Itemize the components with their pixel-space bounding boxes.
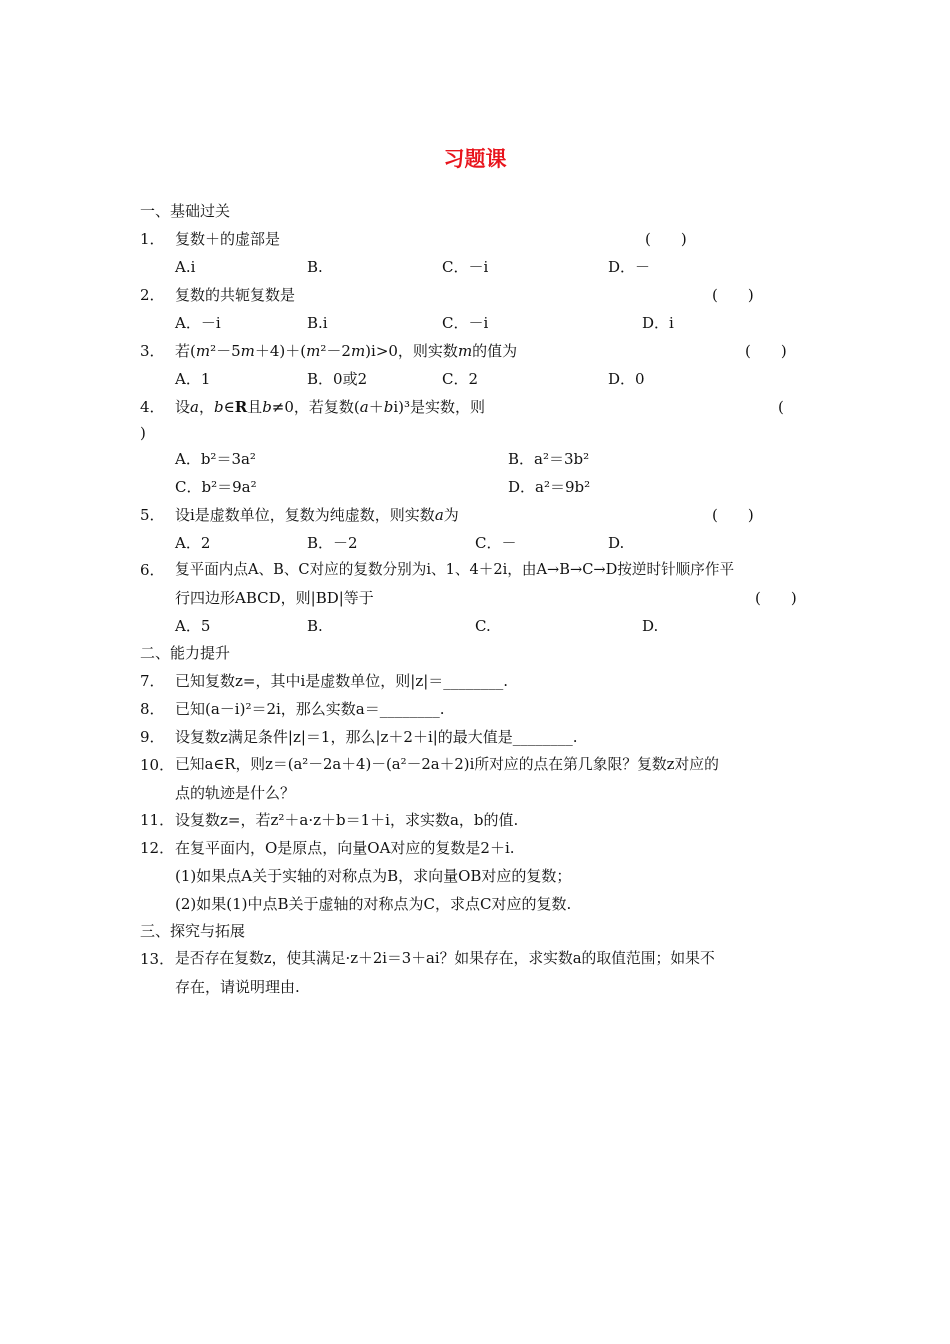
option-c: C．－	[475, 534, 517, 552]
answer-paren: ( )	[712, 506, 754, 524]
question-number: 1．	[140, 230, 165, 248]
option-b: B．a²＝3b²	[508, 450, 590, 468]
question-text: 复数的共轭复数是	[175, 286, 296, 304]
option-c: C．2	[442, 370, 479, 388]
answer-paren-open: (	[778, 398, 784, 416]
option-b: B.	[307, 617, 323, 635]
answer-paren: ( )	[645, 230, 687, 248]
question-number: 13．	[140, 950, 175, 968]
sub-question-1: (1)如果点A关于实轴的对称点为B，求向量OB对应的复数；	[175, 867, 572, 885]
option-c: C．b²＝9a²	[175, 478, 257, 496]
section-heading-basic: 一、基础过关	[140, 202, 231, 220]
question-text: 复平面内点A、B、C对应的复数分别为i、1、4＋2i，由A→B→C→D按逆时针顺序作平	[175, 561, 735, 578]
question-text: 是否存在复数z，使其满足·z＋2i＝3＋ai？如果存在，求实数a的取值范围；如果不	[175, 950, 715, 967]
question-text: 设复数z=，若z²＋a·z＋b＝1＋i，求实数a，b的值.	[175, 811, 519, 829]
section-heading-explore: 三、探究与拓展	[140, 922, 246, 940]
option-b: B.i	[307, 314, 328, 332]
question-number: 2．	[140, 286, 165, 304]
option-a: A．2	[175, 534, 211, 552]
question-number: 11．	[140, 811, 175, 829]
question-number: 7．	[140, 672, 165, 690]
question-text: 设i是虚数单位，复数为纯虚数，则实数a为	[175, 506, 459, 524]
question-number: 10．	[140, 756, 175, 774]
option-d: D．a²＝9b²	[508, 478, 591, 496]
answer-paren: ( )	[712, 286, 754, 304]
question-text-cont: 点的轨迹是什么？	[175, 784, 296, 802]
option-d: D.	[642, 617, 659, 635]
option-a: A.i	[175, 258, 196, 276]
question-text: 若(m²－5m＋4)＋(m²－2m)i>0，则实数m的值为	[175, 342, 518, 360]
option-c: C．－i	[442, 314, 489, 332]
answer-paren: ( )	[745, 342, 787, 360]
answer-paren: ( )	[755, 589, 797, 607]
page-title: 习题课	[443, 147, 507, 171]
option-d: D．－	[608, 258, 651, 276]
option-d: D．i	[642, 314, 674, 332]
question-number: 5．	[140, 506, 165, 524]
question-text: 已知复数z=，其中i是虚数单位，则|z|＝________.	[175, 672, 509, 690]
sub-question-2: (2)如果(1)中点B关于虚轴的对称点为C，求点C对应的复数.	[175, 895, 572, 913]
question-text: 复数＋的虚部是	[175, 230, 281, 248]
question-number: 4．	[140, 398, 165, 416]
question-text: 已知a∈R，则z＝(a²－2a＋4)－(a²－2a＋2)i所对应的点在第几象限？复数z对应的	[175, 756, 719, 773]
option-c: C.	[475, 617, 491, 635]
option-a: A．－i	[175, 314, 221, 332]
option-b: B.	[307, 258, 323, 276]
option-d: D．0	[608, 370, 645, 388]
option-d: D.	[608, 534, 625, 552]
question-text: 设复数z满足条件|z|＝1，那么|z＋2＋i|的最大值是________.	[175, 728, 578, 746]
option-b: B．－2	[307, 534, 358, 552]
question-number: 9．	[140, 728, 165, 746]
option-b: B．0或2	[307, 370, 368, 388]
option-c: C．－i	[442, 258, 489, 276]
question-number: 3．	[140, 342, 165, 360]
question-number: 12．	[140, 839, 175, 857]
question-text-cont: 存在，请说明理由.	[175, 978, 300, 996]
question-text: 在复平面内，O是原点，向量OA对应的复数是2＋i.	[175, 839, 515, 857]
question-text: 已知(a－i)²＝2i，那么实数a＝________.	[175, 700, 445, 718]
option-a: A．b²＝3a²	[175, 450, 256, 468]
answer-paren-close: )	[140, 424, 146, 442]
option-a: A．1	[175, 370, 211, 388]
option-a: A．5	[175, 617, 211, 635]
section-heading-advanced: 二、能力提升	[140, 644, 231, 662]
question-text: 设a，b∈R且b≠0，若复数(a＋bi)³是实数，则	[175, 398, 486, 416]
question-number: 6．	[140, 561, 165, 579]
question-number: 8．	[140, 700, 165, 718]
question-text-cont: 行四边形ABCD，则|BD|等于	[175, 589, 374, 607]
